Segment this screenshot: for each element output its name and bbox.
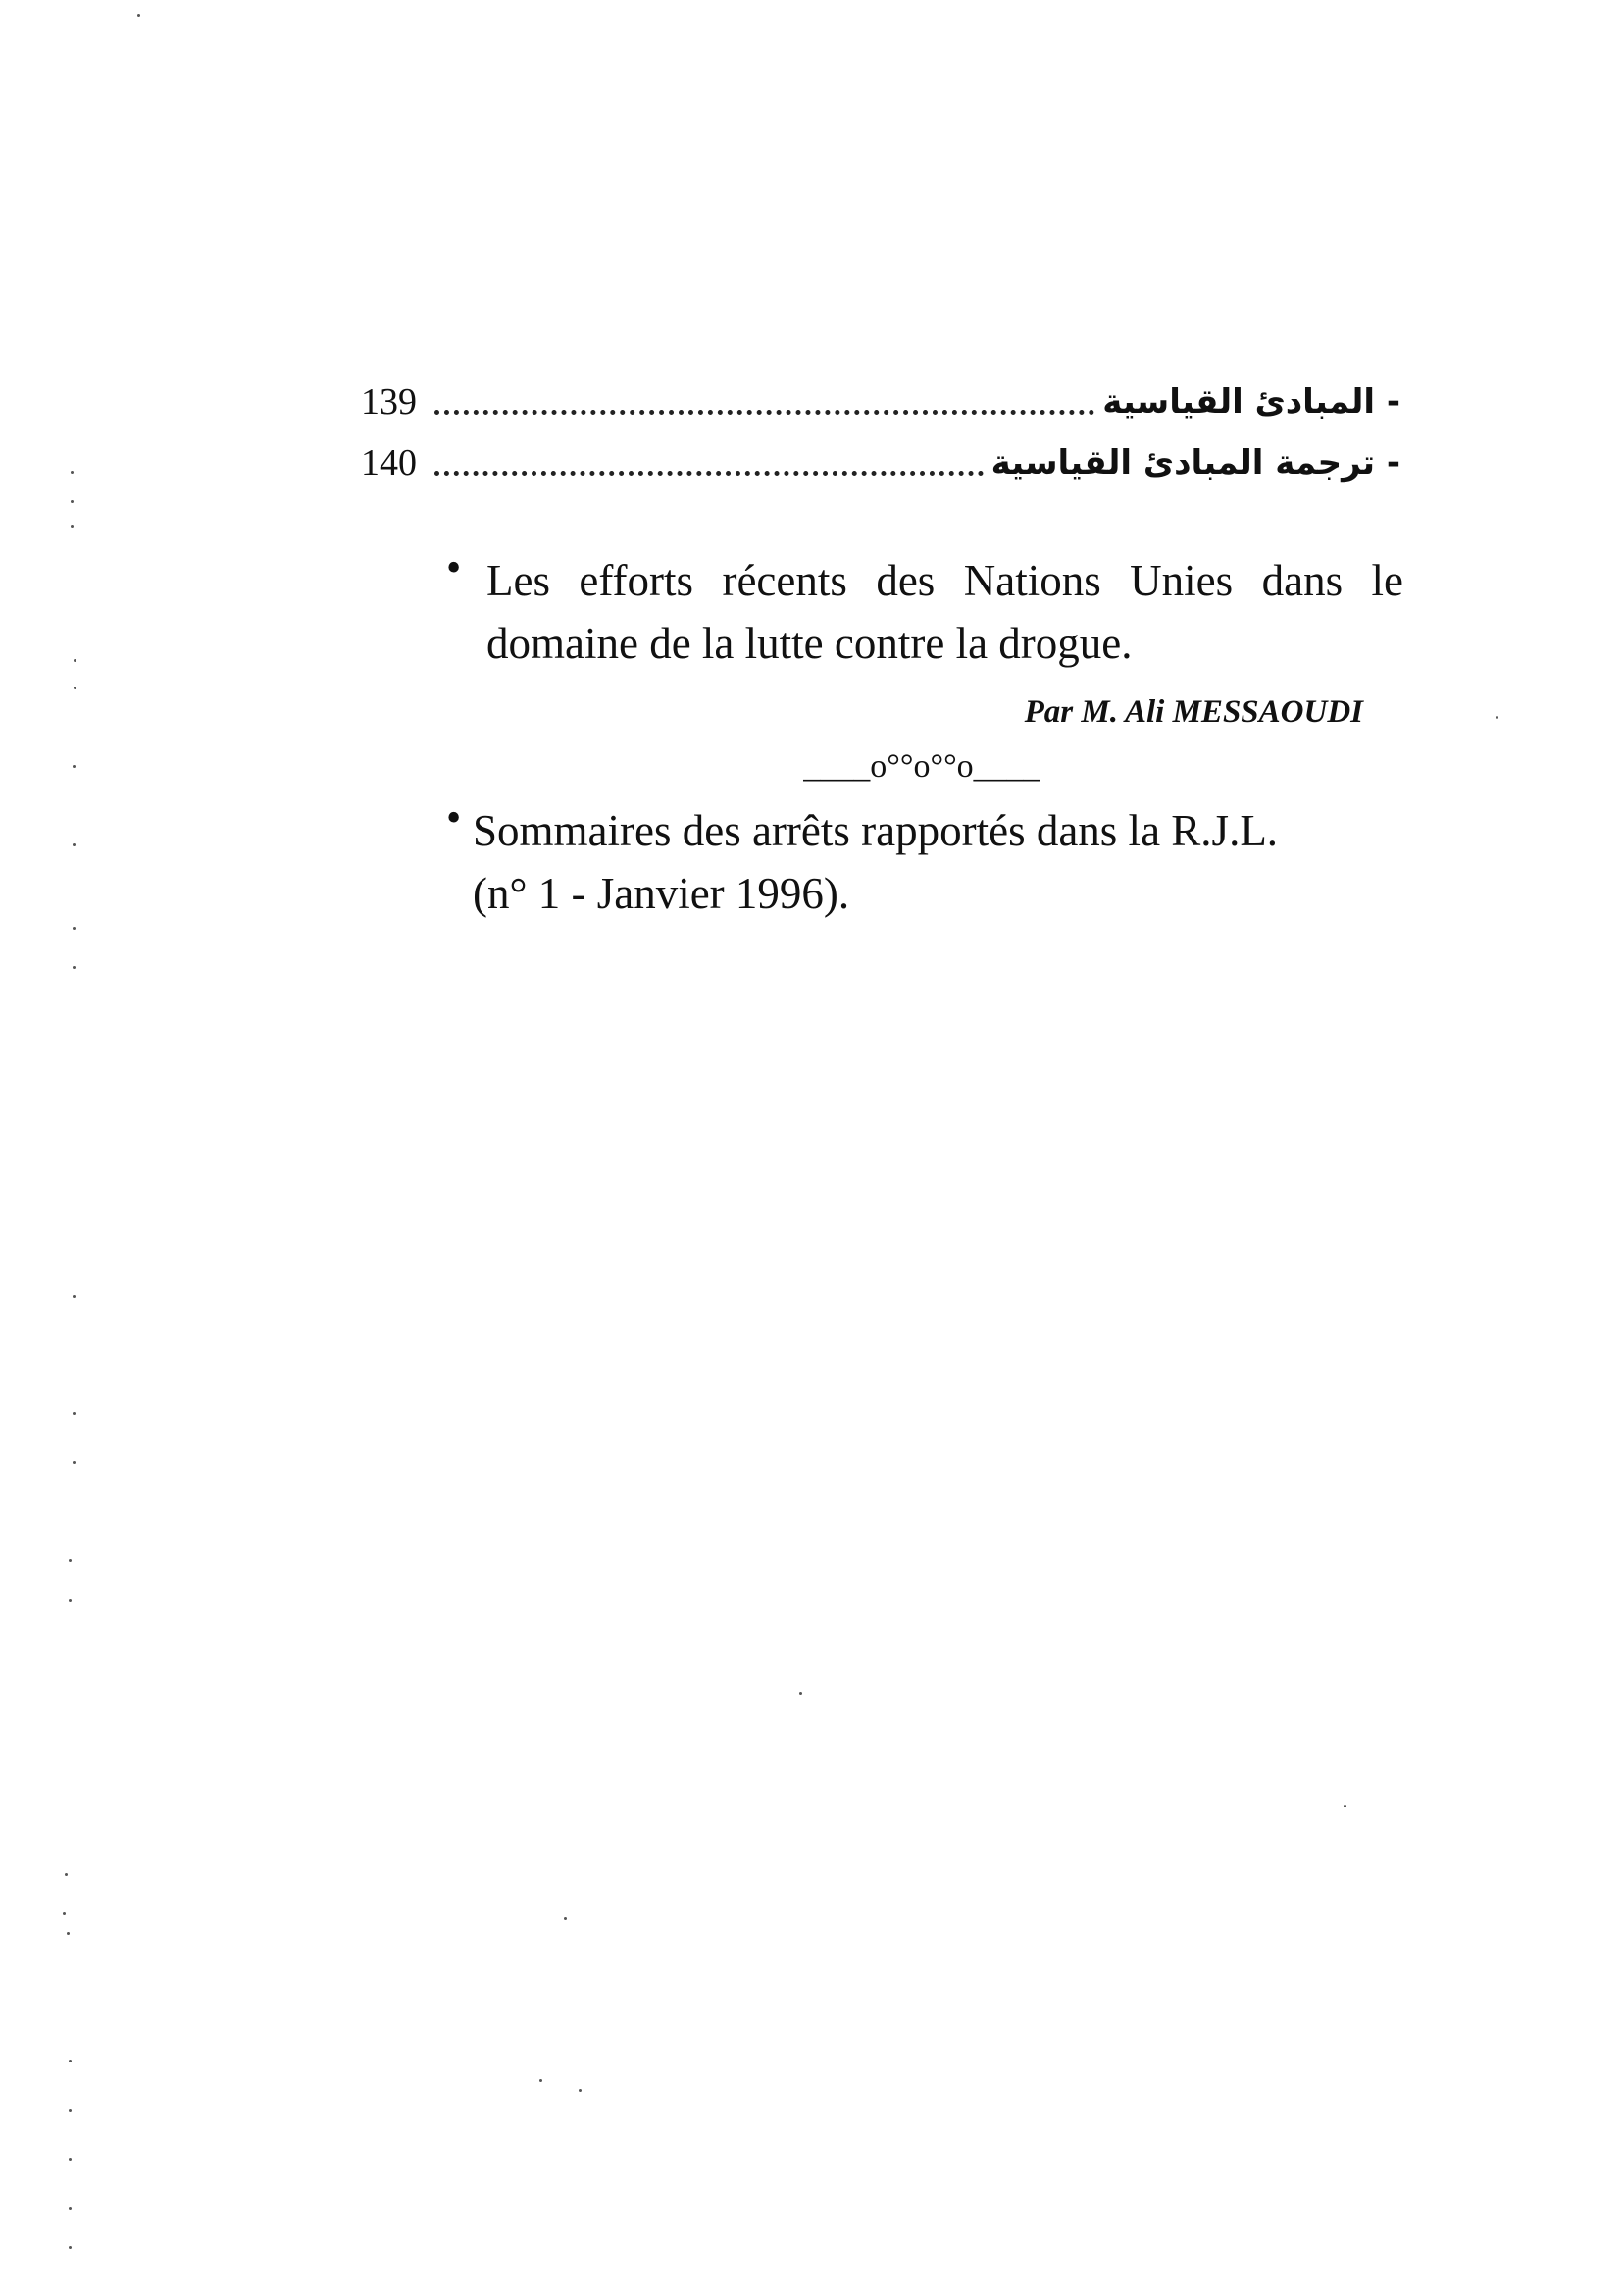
toc-dot-leader <box>434 410 1094 415</box>
bullet-icon: • <box>443 549 465 589</box>
toc-entry <box>361 428 1400 486</box>
toc-page-number: 140 <box>361 442 417 484</box>
toc-entry-title: - ترجمة المبادئ القياسية <box>990 443 1400 483</box>
article-subtitle: (n° 1 - Janvier 1996). <box>473 869 850 918</box>
article-author: Par M. Ali MESSAOUDI <box>1024 694 1363 730</box>
article-title-line: domaine de la lutte contre la drogue. <box>486 619 1133 668</box>
section-separator: ____o°°o°°o____ <box>803 748 1040 785</box>
bullet-icon: • <box>443 799 465 840</box>
toc-dot-leader <box>434 471 984 476</box>
article-entry <box>486 549 1403 675</box>
toc-entry <box>361 367 1400 426</box>
article-title-line: Les efforts récents des Nations Unies dans le <box>486 556 1403 605</box>
toc-page-number: 139 <box>361 382 417 423</box>
article-entry: Sommaires des arrêts rapportés dans la R.J.L. <box>473 806 1279 855</box>
toc-entry-title: - المبادئ القياسية <box>1102 382 1400 422</box>
